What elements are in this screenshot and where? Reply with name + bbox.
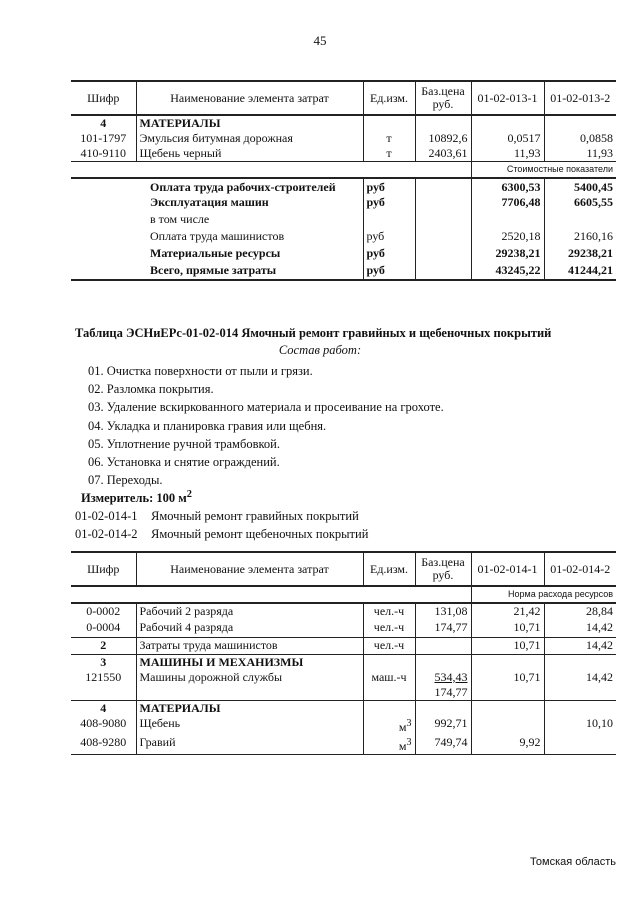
unit-text: м: [398, 719, 407, 734]
row-unit: маш.-ч: [363, 670, 415, 701]
cost-value-1: 7706,48: [471, 195, 544, 212]
table-row: [71, 620, 616, 637]
header-col2: 01-02-013-2: [544, 81, 616, 115]
price-top: 534,43: [434, 669, 468, 684]
resource-table-013: [71, 80, 616, 281]
table-row: [71, 603, 616, 620]
header-name: Наименование элемента затрат: [136, 81, 363, 115]
meter-sup: 2: [186, 489, 192, 500]
works-list: [88, 362, 444, 489]
table-row: [71, 716, 616, 735]
code-name: Ямочный ремонт щебеночных покрытий: [151, 527, 369, 541]
list-item: 06. Установка и снятие ограждений.: [88, 454, 280, 469]
list-item: 03. Удаление вскиркованного материала и просеивание на грохоте.: [88, 400, 444, 415]
row-value-2: 14,42: [544, 637, 616, 654]
row-code: 0-0004: [71, 620, 136, 637]
cost-value-2: 29238,21: [544, 246, 616, 263]
cost-unit: руб: [363, 263, 415, 280]
row-price: 174,77: [415, 620, 471, 637]
cost-value-1: 6300,53: [471, 178, 544, 195]
row-value-2: 28,84: [544, 603, 616, 620]
row-value-1: 0,0517: [471, 131, 544, 146]
code: 01-02-014-2: [75, 527, 138, 541]
code-name: Ямочный ремонт гравийных покрытий: [151, 509, 359, 523]
row-price: [415, 670, 471, 701]
row-price: 749,74: [415, 735, 471, 755]
unit-text: м: [398, 738, 407, 753]
cost-header: Стоимостные показатели: [471, 162, 616, 179]
list-item: 05. Уплотнение ручной трамбовкой.: [88, 436, 280, 451]
row-value-1: 21,42: [471, 603, 544, 620]
row-unit: [363, 716, 415, 735]
cost-row: [71, 178, 616, 195]
cost-unit: руб: [363, 178, 415, 195]
header-unit: Ед.изм.: [363, 81, 415, 115]
cost-row: [71, 212, 616, 229]
header-name: Наименование элемента затрат: [136, 552, 363, 586]
row-name: Щебень: [136, 716, 363, 735]
table-row: [71, 146, 616, 162]
row-code: 410-9110: [71, 146, 136, 162]
works-title: Состав работ:: [278, 343, 362, 357]
row-price: 10892,6: [415, 131, 471, 146]
resource-table-014: [71, 551, 616, 755]
header-col1: 01-02-014-1: [471, 552, 544, 586]
row-unit: т: [363, 131, 415, 146]
section-row: [71, 700, 616, 716]
code: 01-02-014-1: [75, 509, 138, 523]
row-code: 0-0002: [86, 604, 121, 618]
row-code: 408-9280: [71, 735, 136, 755]
section-number: 4: [100, 116, 107, 130]
cost-name: в том числе: [150, 212, 210, 226]
row-value-2: 0,0858: [544, 131, 616, 146]
row-value-1: 9,92: [471, 735, 544, 755]
row-code: 2: [71, 637, 136, 654]
row-value-1: 11,93: [471, 146, 544, 162]
cost-unit: руб: [363, 229, 415, 246]
row-unit: чел.-ч: [363, 603, 415, 620]
header-code: Шифр: [71, 552, 136, 586]
header-code: Шифр: [71, 81, 136, 115]
row-name: Машины дорожной службы: [136, 670, 363, 701]
norm-header-row: [71, 586, 616, 603]
row-name: Рабочий 2 разряда: [136, 603, 363, 620]
cost-name: Материальные ресурсы: [150, 246, 281, 260]
table-row: [71, 670, 616, 701]
cost-name: Оплата труда рабочих-строителей: [150, 180, 336, 194]
row-value-2: 14,42: [544, 620, 616, 637]
table-row: [71, 735, 616, 755]
row-name: Затраты труда машинистов: [136, 637, 363, 654]
list-item: 02. Разломка покрытия.: [88, 382, 214, 397]
cost-value-1: 29238,21: [471, 246, 544, 263]
cost-name: Всего, прямые затраты: [136, 263, 363, 280]
section-title: МАТЕРИАЛЫ: [136, 700, 363, 716]
cost-row: [71, 246, 616, 263]
header-price: Баз.цена руб.: [415, 81, 471, 115]
row-value-1: 10,71: [471, 637, 544, 654]
table-header-row: [71, 552, 616, 586]
header-price: Баз.цена руб.: [415, 552, 471, 586]
list-item: 04. Укладка и планировка гравия или щебня.: [88, 418, 327, 433]
cost-value-1: 2520,18: [471, 229, 544, 246]
list-item: 01. Очистка поверхности от пыли и грязи.: [88, 364, 313, 378]
price-bottom: 174,77: [434, 684, 468, 699]
section-title: МАТЕРИАЛЫ: [136, 115, 363, 131]
row-price: [415, 637, 471, 654]
cost-value-2: 6605,55: [544, 195, 616, 212]
cost-header-row: [71, 162, 616, 179]
row-code: 408-9080: [80, 715, 127, 730]
row-name: Рабочий 4 разряда: [136, 620, 363, 637]
list-item: [75, 507, 368, 525]
unit-sup: 3: [406, 717, 412, 729]
cost-unit: руб: [363, 195, 415, 212]
meter-label: Измеритель: 100 м: [81, 491, 187, 506]
codes-list: [75, 507, 368, 543]
section-number: 4: [100, 700, 107, 715]
row-value-1: 10,71: [471, 670, 544, 701]
row-price: 131,08: [415, 603, 471, 620]
row-value-2: 11,93: [544, 146, 616, 162]
cost-value-2: 2160,16: [544, 229, 616, 246]
cost-value-1: 43245,22: [471, 263, 544, 280]
cost-name: Эксплуатация машин: [150, 195, 269, 209]
row-value-2: 14,42: [544, 670, 616, 701]
table-row: [71, 131, 616, 146]
row-unit: чел.-ч: [363, 637, 415, 654]
row-price: 992,71: [415, 716, 471, 735]
section-title: МАШИНЫ И МЕХАНИЗМЫ: [136, 654, 363, 670]
cost-unit: руб: [363, 246, 415, 263]
table-title: Таблица ЭСНиЕРс-01-02-014 Ямочный ремонт гравийных и щебеночных покрытий: [75, 326, 552, 340]
list-item: 07. Переходы.: [88, 473, 163, 488]
meter: [81, 489, 192, 506]
header-col1: 01-02-013-1: [471, 81, 544, 115]
row-unit: [363, 735, 415, 755]
section-row: [71, 654, 616, 670]
footer-region: Томская область: [530, 856, 616, 868]
cost-value-2: 41244,21: [544, 263, 616, 280]
cost-row: [71, 229, 616, 246]
table-row: [71, 637, 616, 654]
cost-row: [71, 195, 616, 212]
norm-header: Норма расхода ресурсов: [471, 586, 616, 603]
row-value-1: [471, 716, 544, 735]
row-code: 121550: [71, 670, 136, 701]
row-value-1: 10,71: [471, 620, 544, 637]
row-name: Гравий: [136, 735, 363, 755]
row-price: 2403,61: [415, 146, 471, 162]
row-unit: т: [363, 146, 415, 162]
header-unit: Ед.изм.: [363, 552, 415, 586]
unit-sup: 3: [406, 736, 412, 748]
section-number: 3: [100, 654, 107, 669]
cost-value-2: 5400,45: [544, 178, 616, 195]
row-name: Щебень черный: [136, 146, 363, 162]
row-unit: чел.-ч: [363, 620, 415, 637]
table-header-row: [71, 81, 616, 115]
row-value-2: [544, 735, 616, 755]
row-code: 101-1797: [80, 131, 127, 145]
header-col2: 01-02-014-2: [544, 552, 616, 586]
cost-name: Оплата труда машинистов: [150, 229, 285, 243]
row-name: Эмульсия битумная дорожная: [136, 131, 363, 146]
row-value-2: 10,10: [544, 716, 616, 735]
page-number: 45: [313, 33, 327, 48]
list-item: [75, 525, 368, 543]
cost-row: [71, 263, 616, 280]
section-row: [71, 115, 616, 131]
